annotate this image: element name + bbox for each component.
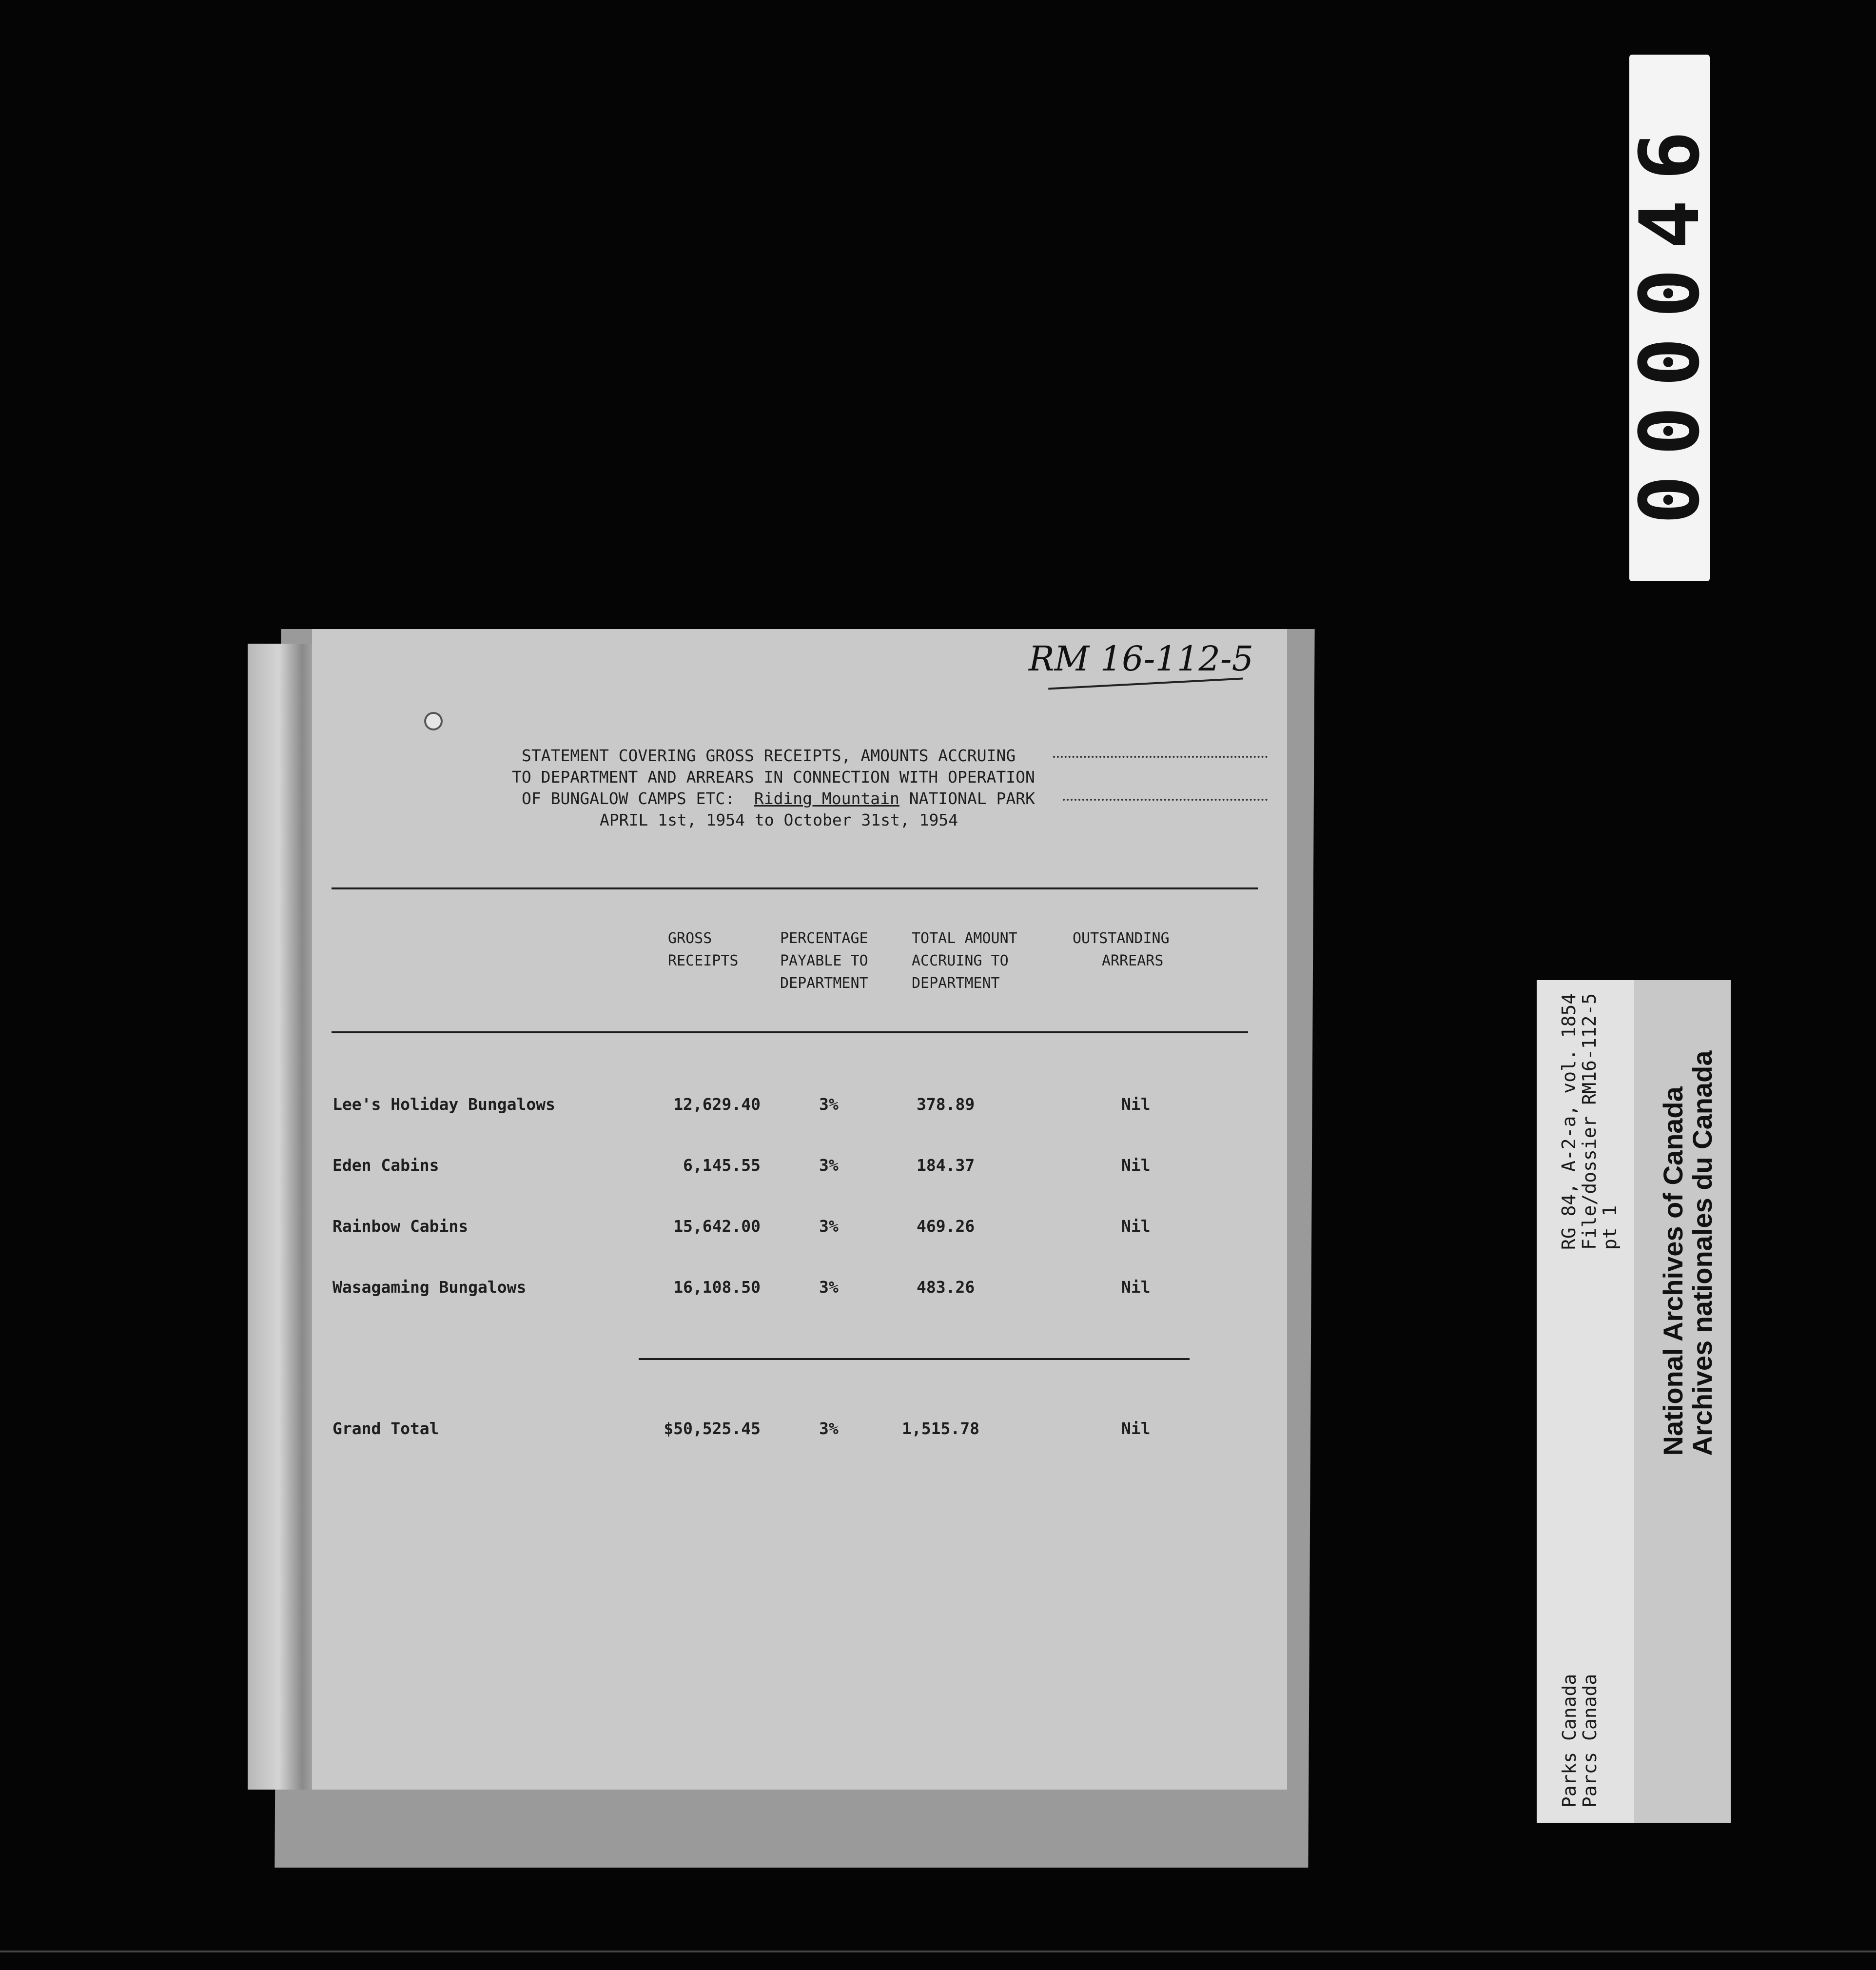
grand-total-percentage: 3%: [819, 1419, 839, 1438]
institution-name-fr: Archives nationales du Canada: [1687, 1050, 1718, 1456]
handwritten-underline: [1048, 678, 1243, 690]
row-total: 469.26: [917, 1217, 975, 1236]
col-header-text: ACCRUING TO: [912, 952, 1009, 969]
archive-reference-line: pt 1: [1599, 1205, 1621, 1250]
col-header-arrears: [1073, 927, 1170, 972]
archive-reference-line: RG 84, A-2-a, vol. 1854: [1558, 993, 1580, 1250]
handwritten-file-reference: RM 16-112-5: [1029, 639, 1254, 679]
punch-hole: [424, 712, 443, 730]
heading-line-3-prefix: OF BUNGALOW CAMPS ETC:: [522, 789, 754, 808]
grand-total-row: [312, 1419, 1287, 1443]
row-percentage: 3%: [819, 1217, 839, 1236]
park-name: Riding Mountain: [754, 789, 899, 808]
parks-canada-label: [1559, 1674, 1600, 1808]
archive-reference: [1559, 993, 1620, 1250]
frame-number: 000046: [1622, 111, 1718, 525]
row-percentage: 3%: [819, 1156, 839, 1175]
grand-total-gross: $50,525.45: [664, 1419, 761, 1438]
col-header-total: [912, 927, 1017, 995]
heading-line-4: APRIL 1st, 1954 to October 31st, 1954: [600, 810, 958, 829]
heading-line-3-suffix: NATIONAL PARK: [899, 789, 1035, 808]
grand-total-total: 1,515.78: [902, 1419, 979, 1438]
col-header-text: GROSS: [668, 930, 712, 947]
table-row: [312, 1217, 1287, 1241]
row-gross: 15,642.00: [673, 1217, 761, 1236]
table-top-rule: [332, 887, 1258, 889]
institution-name-en: National Archives of Canada: [1658, 1086, 1688, 1456]
row-name: Wasagaming Bungalows: [332, 1278, 527, 1297]
row-name: Lee's Holiday Bungalows: [332, 1095, 555, 1114]
heading-line-1: STATEMENT COVERING GROSS RECEIPTS, AMOUNTS ACCRUING: [522, 746, 1016, 765]
col-header-text: DEPARTMENT: [780, 975, 868, 992]
row-percentage: 3%: [819, 1278, 839, 1297]
grand-total-arrears: Nil: [1121, 1419, 1151, 1438]
col-header-text: DEPARTMENT: [912, 975, 1000, 992]
col-header-text: PERCENTAGE: [780, 930, 868, 947]
row-name: Eden Cabins: [332, 1156, 439, 1175]
row-gross: 16,108.50: [673, 1278, 761, 1297]
row-gross: 12,629.40: [673, 1095, 761, 1114]
table-row: [312, 1095, 1287, 1119]
row-gross: 6,145.55: [683, 1156, 761, 1175]
row-total: 378.89: [917, 1095, 975, 1114]
frame-number-strip: [1622, 55, 1718, 581]
heading-line-3: [522, 789, 1035, 808]
row-percentage: 3%: [819, 1095, 839, 1114]
row-arrears: Nil: [1121, 1217, 1151, 1236]
archive-reference-line: File/dossier RM16-112-5: [1579, 993, 1600, 1250]
row-total: 184.37: [917, 1156, 975, 1175]
row-total: 483.26: [917, 1278, 975, 1297]
row-arrears: Nil: [1121, 1095, 1151, 1114]
heading-dotted-rule: [1063, 799, 1268, 801]
col-header-text: TOTAL AMOUNT: [912, 930, 1017, 947]
institution-name: [1659, 1051, 1717, 1456]
row-arrears: Nil: [1121, 1278, 1151, 1297]
subtotal-rule: [639, 1358, 1190, 1360]
row-name: Rainbow Cabins: [332, 1217, 469, 1236]
parks-canada-line: Parcs Canada: [1579, 1674, 1601, 1808]
parks-canada-line: Parks Canada: [1559, 1674, 1580, 1808]
col-header-gross: [668, 927, 739, 972]
film-edge-line: [0, 1950, 1876, 1952]
archive-label: [1537, 980, 1731, 1823]
table-row: [312, 1278, 1287, 1302]
row-arrears: Nil: [1121, 1156, 1151, 1175]
col-header-text: PAYABLE TO: [780, 952, 868, 969]
header-bottom-rule: [332, 1031, 1248, 1033]
col-header-text: OUTSTANDING: [1073, 930, 1170, 947]
col-header-percentage: [780, 927, 868, 995]
heading-dotted-rule: [1053, 756, 1268, 758]
statement-document: [312, 629, 1287, 1790]
col-header-text: ARREARS: [1102, 952, 1164, 969]
grand-total-label: Grand Total: [332, 1419, 439, 1438]
heading-line-2: TO DEPARTMENT AND ARREARS IN CONNECTION WITH OPERATION: [512, 768, 1035, 787]
table-row: [312, 1156, 1287, 1180]
col-header-text: RECEIPTS: [668, 952, 739, 969]
